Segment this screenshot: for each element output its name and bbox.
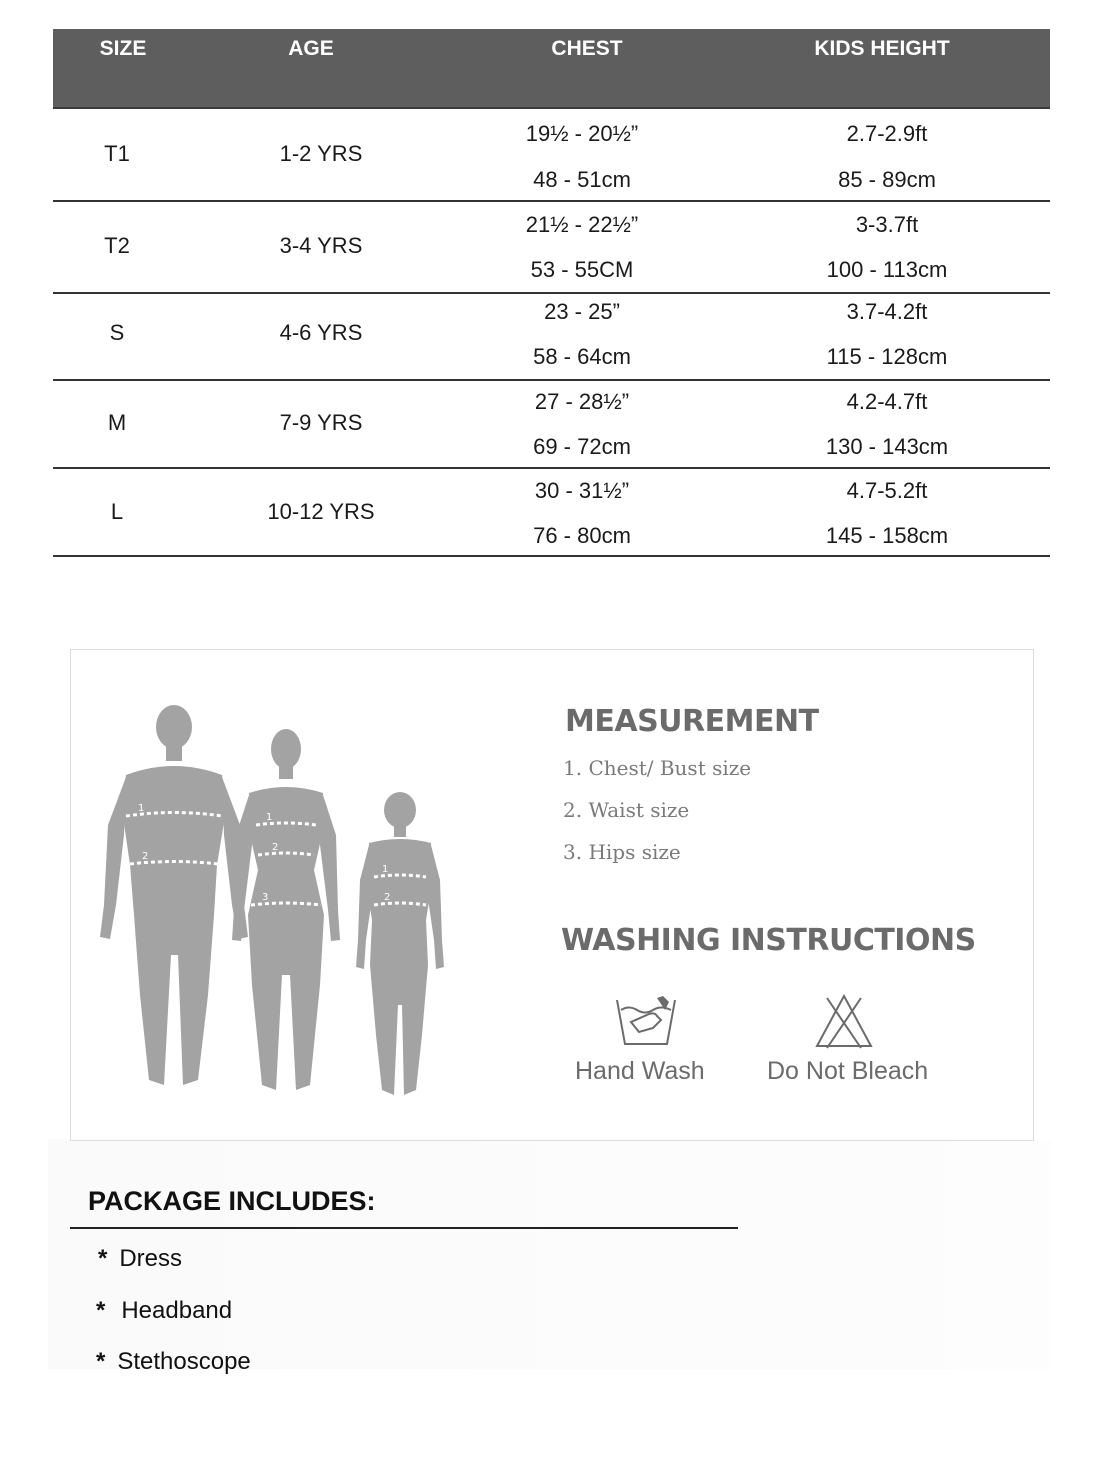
height-ft-cell: 4.7-5.2ft xyxy=(846,478,928,503)
measurement-item: 3. Hips size xyxy=(563,840,681,864)
chest-inches-cell: 21½ - 22½” xyxy=(525,212,639,237)
do-not-bleach-label: Do Not Bleach xyxy=(767,1057,929,1085)
hips-marker: 3 xyxy=(262,892,269,903)
age-cell: 1-2 YRS xyxy=(279,141,363,166)
do-not-bleach-icon xyxy=(815,994,873,1050)
package-item-label: Headband xyxy=(121,1297,233,1324)
height-ft-cell: 3.7-4.2ft xyxy=(846,299,928,324)
measurement-washing-panel xyxy=(70,649,1034,1141)
age-cell: 10-12 YRS xyxy=(267,499,375,524)
table-row xyxy=(53,109,1050,202)
size-cell: T1 xyxy=(104,141,130,166)
bullet-star: * xyxy=(98,1245,108,1272)
height-cm-cell: 130 - 143cm xyxy=(825,434,949,459)
package-includes-heading: PACKAGE INCLUDES: xyxy=(88,1186,376,1216)
size-cell: T2 xyxy=(104,233,130,258)
header-size: SIZE xyxy=(99,37,147,60)
chest-cm-cell: 48 - 51cm xyxy=(533,167,631,192)
bullet-star: * xyxy=(96,1348,106,1375)
height-ft-cell: 4.2-4.7ft xyxy=(846,389,928,414)
table-row xyxy=(53,469,1050,557)
chest-inches-cell: 30 - 31½” xyxy=(534,478,630,503)
height-cm-cell: 100 - 113cm xyxy=(826,257,948,282)
hand-wash-label: Hand Wash xyxy=(575,1057,705,1085)
package-list-item xyxy=(96,1297,232,1325)
measurement-item: 2. Waist size xyxy=(563,798,690,822)
chest-inches-cell: 23 - 25” xyxy=(544,299,620,324)
waist-marker: 2 xyxy=(272,842,279,853)
measurement-heading: MEASUREMENT xyxy=(565,704,819,739)
age-cell: 7-9 YRS xyxy=(279,410,363,435)
package-background xyxy=(48,1139,1052,1369)
chest-cm-cell: 76 - 80cm xyxy=(533,523,631,548)
hand-wash-icon xyxy=(613,992,679,1048)
body-measurement-figures-illustration xyxy=(86,705,466,1115)
chest-inches-cell: 19½ - 20½” xyxy=(525,121,639,146)
package-item-label: Stethoscope xyxy=(117,1348,251,1375)
chest-inches-cell: 27 - 28½” xyxy=(534,389,630,414)
header-age: AGE xyxy=(288,37,334,60)
table-row xyxy=(53,294,1050,381)
height-ft-cell: 3-3.7ft xyxy=(855,212,919,237)
waist-marker: 2 xyxy=(142,851,149,862)
chest-marker: 1 xyxy=(382,864,389,875)
size-cell: S xyxy=(109,320,125,345)
table-header xyxy=(53,29,1050,109)
height-cm-cell: 85 - 89cm xyxy=(838,167,936,192)
package-divider xyxy=(70,1227,738,1229)
header-kids-height: KIDS HEIGHT xyxy=(814,37,950,60)
height-cm-cell: 115 - 128cm xyxy=(826,344,948,369)
age-cell: 3-4 YRS xyxy=(279,233,363,258)
size-chart-table xyxy=(53,29,1050,557)
package-item-label: Dress xyxy=(119,1245,183,1272)
height-ft-cell: 2.7-2.9ft xyxy=(846,121,928,146)
washing-instructions-heading: WASHING INSTRUCTIONS xyxy=(561,923,976,958)
chest-marker: 1 xyxy=(266,812,273,823)
height-cm-cell: 145 - 158cm xyxy=(825,523,949,548)
chest-cm-cell: 58 - 64cm xyxy=(533,344,631,369)
waist-marker: 2 xyxy=(384,892,391,903)
package-list-item xyxy=(96,1348,251,1376)
measurement-item: 1. Chest/ Bust size xyxy=(563,756,752,780)
chest-cm-cell: 53 - 55CM xyxy=(530,257,634,282)
table-row xyxy=(53,381,1050,469)
bullet-star: * xyxy=(96,1297,106,1324)
size-cell: L xyxy=(110,499,124,524)
chest-cm-cell: 69 - 72cm xyxy=(533,434,631,459)
header-chest: CHEST xyxy=(551,37,623,60)
chest-marker: 1 xyxy=(138,803,145,814)
age-cell: 4-6 YRS xyxy=(279,320,363,345)
size-cell: M xyxy=(107,410,127,435)
package-list-item xyxy=(98,1245,182,1273)
table-row xyxy=(53,202,1050,294)
